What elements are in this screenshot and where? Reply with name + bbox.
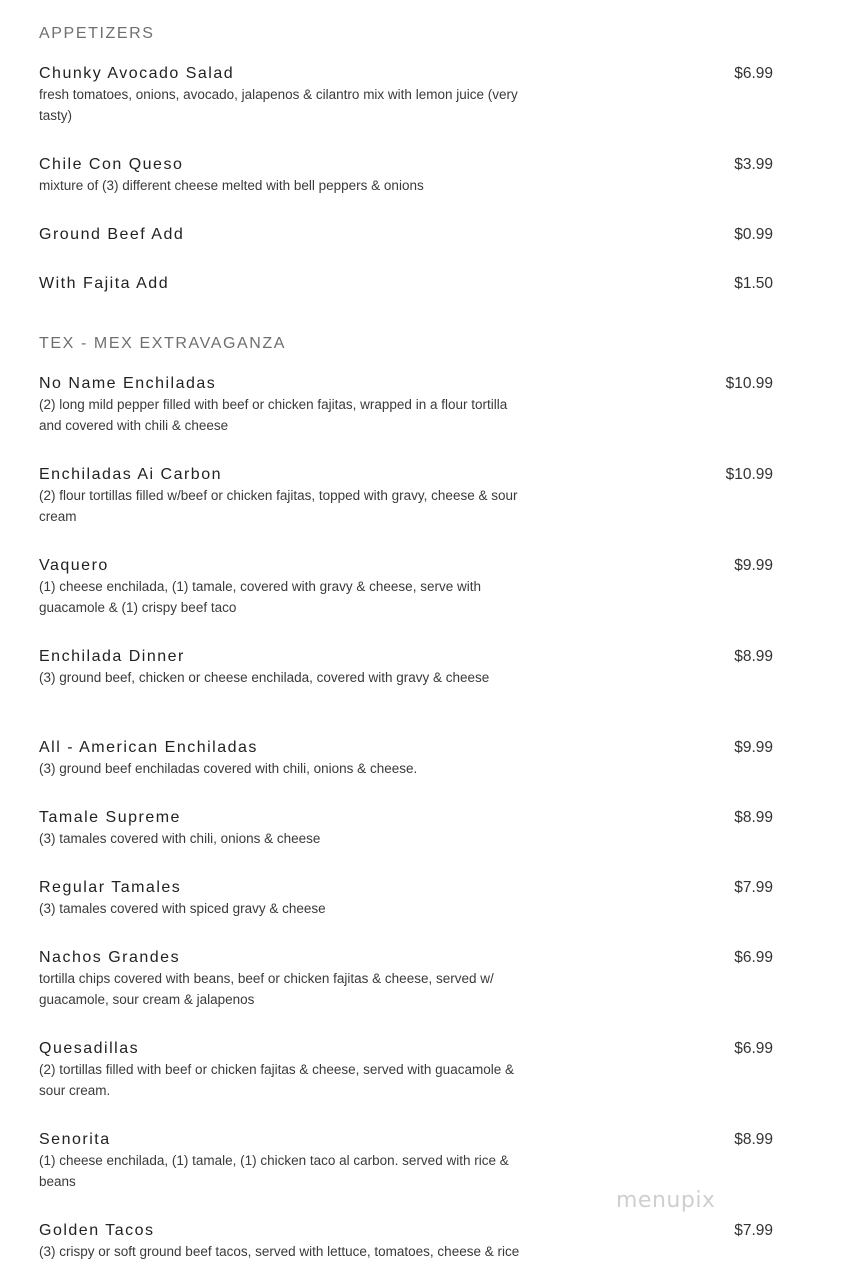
item-name: Chile Con Queso <box>39 156 184 173</box>
item-description: (2) flour tortillas filled w/beef or chicken fajitas, topped with gravy, cheese & sour cream <box>39 488 518 524</box>
menu-item <box>39 274 773 294</box>
menu-item <box>39 225 773 245</box>
item-name: Golden Tacos <box>39 1222 155 1239</box>
item-price: $9.99 <box>734 557 773 574</box>
item-description: (1) cheese enchilada, (1) tamale, (1) chicken taco al carbon. served with rice & beans <box>39 1153 509 1189</box>
item-price: $8.99 <box>734 809 773 826</box>
item-name: With Fajita Add <box>39 275 170 292</box>
item-price: $7.99 <box>734 879 773 896</box>
menu-item <box>39 878 773 919</box>
menu-item <box>39 374 773 436</box>
menu-item <box>39 808 773 849</box>
item-name: Senorita <box>39 1131 111 1148</box>
item-description: (2) tortillas filled with beef or chicken fajitas & cheese, served with guacamole & sour cream. <box>39 1062 514 1098</box>
item-description: (3) tamales covered with chili, onions & cheese <box>39 831 321 846</box>
section-title-tex-mex: TEX - MEX EXTRAVAGANZA <box>39 335 287 352</box>
item-price: $8.99 <box>734 648 773 665</box>
menu-item <box>39 1039 773 1101</box>
item-name: No Name Enchiladas <box>39 375 217 392</box>
menu-item <box>39 155 773 196</box>
item-price: $8.99 <box>734 1131 773 1148</box>
item-description: (3) ground beef enchiladas covered with chili, onions & cheese. <box>39 761 418 776</box>
item-description: mixture of (3) different cheese melted with bell peppers & onions <box>39 178 424 193</box>
item-price: $3.99 <box>734 156 773 173</box>
item-name: Regular Tamales <box>39 879 182 896</box>
item-price: $6.99 <box>734 1040 773 1057</box>
item-description: (3) ground beef, chicken or cheese enchilada, covered with gravy & cheese <box>39 670 490 685</box>
item-name: Enchiladas Ai Carbon <box>39 466 222 483</box>
item-name: Chunky Avocado Salad <box>39 65 235 82</box>
item-price: $10.99 <box>725 466 773 483</box>
item-description: fresh tomatoes, onions, avocado, jalapenos & cilantro mix with lemon juice (very tasty) <box>39 87 518 123</box>
menupix-watermark: menupix <box>616 1188 716 1213</box>
item-price: $1.50 <box>734 275 773 292</box>
item-price: $6.99 <box>734 65 773 82</box>
menu-item <box>39 647 773 688</box>
item-price: $0.99 <box>734 226 773 243</box>
item-name: Tamale Supreme <box>39 809 181 826</box>
item-description: tortilla chips covered with beans, beef or chicken fajitas & cheese, served w/ guacamole, sour cream & jalapenos <box>39 971 494 1007</box>
item-description: (3) tamales covered with spiced gravy & cheese <box>39 901 326 916</box>
item-price: $6.99 <box>734 949 773 966</box>
item-name: Ground Beef Add <box>39 226 185 243</box>
item-description: (2) long mild pepper filled with beef or chicken fajitas, wrapped in a flour tortilla and covered with chili & cheese <box>39 397 508 433</box>
menu-item <box>39 738 773 779</box>
item-name: All - American Enchiladas <box>39 739 258 756</box>
item-price: $9.99 <box>734 739 773 756</box>
item-description: (1) cheese enchilada, (1) tamale, covered with gravy & cheese, serve with guacamole & (1) crispy beef taco <box>39 579 481 615</box>
item-description: (3) crispy or soft ground beef tacos, served with lettuce, tomatoes, cheese & rice <box>39 1244 520 1259</box>
menu-item <box>39 1221 773 1262</box>
item-name: Quesadillas <box>39 1040 140 1057</box>
menu-item <box>39 465 773 527</box>
menu-item <box>39 1130 773 1192</box>
item-price: $7.99 <box>734 1222 773 1239</box>
menu-item <box>39 556 773 618</box>
section-title-appetizers: APPETIZERS <box>39 25 155 42</box>
item-price: $10.99 <box>725 375 773 392</box>
menu-item <box>39 64 773 126</box>
item-name: Enchilada Dinner <box>39 648 185 665</box>
item-name: Vaquero <box>39 557 109 574</box>
menu-item <box>39 948 773 1010</box>
item-name: Nachos Grandes <box>39 949 181 966</box>
